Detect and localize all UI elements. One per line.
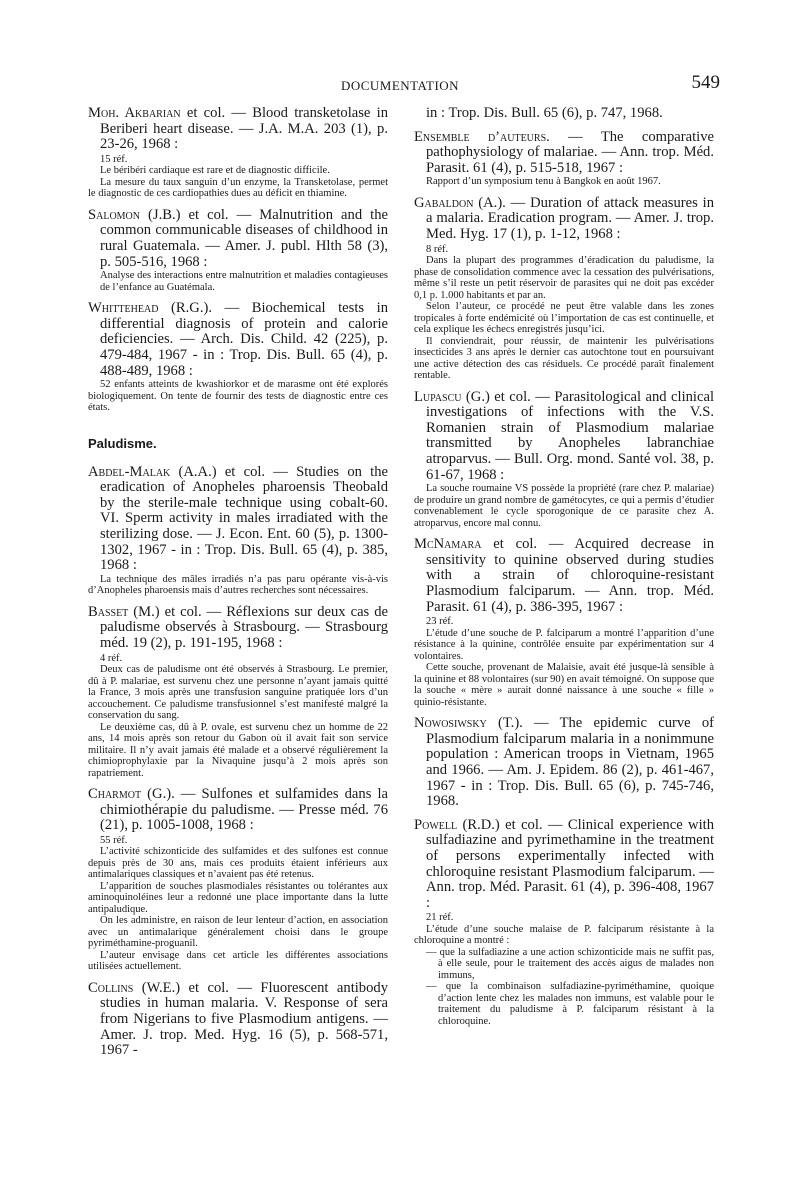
entry-abstract: La souche roumaine VS possède la propriété (rare chez P. malariae) de produire un grand nombre de gamétocytes, ce qui a permis d’étudier convenablement le cycle sporogonique de ce parasite chez A. atroparvus, encore mal connu.	[414, 483, 714, 529]
entry-citation: (A.A.) et col. — Studies on the eradication of Anopheles pharoensis Theobald by the sterile-male technique using cobalt-60. VI. Sperm activity in males irradiated with the sterilizing dose. — J. Econ. Ent. 60 (5), p. 1300-1302, 1967 - in : Trop. Dis. Bull. 65 (4), p. 385, 1968 :	[100, 463, 388, 574]
entry-citation: (R.D.) et col. — Clinical experience with sulfadiazine and pyrimethamine in the treatment of persons experimentally infected with chloroquine resistant Plasmodium falciparum. — Ann. trop. Méd. Parasit. 61 (4), p. 396-408, 1967 :	[426, 816, 714, 911]
entry-abstract: Deux cas de paludisme ont été observés à Strasbourg. Le premier, dû à P. malariae, est survenu chez une personne n’ayant jamais quitté la France, 3 mois après une transfusion sanguine pratiquée lors d’un accouchement. Ce paludisme transfusionnel s’est manifesté malgré la conservation du sang.	[88, 664, 388, 722]
entry-citation: (G.). — Sulfones et sulfamides dans la chimiothérapie du paludisme. — Presse méd. 76 (21), p. 1005-1008, 1968 :	[100, 786, 388, 834]
bibliography-entry	[414, 390, 714, 530]
entry-citation: et col. — Acquired decrease in sensitivity to quinine observed during studies with a strain of chloroquine-resistant Plasmodium falciparum. — Ann. trop. Méd. Parasit. 61 (4), p. 386-395, 1967 :	[426, 536, 714, 615]
entry-abstract: 52 enfants atteints de kwashiorkor et de marasme ont été explorés biologiquement. On tente de fournir des tests de diagnostic entre ces états.	[88, 379, 388, 414]
entry-authors: Ensemble d’auteurs	[414, 128, 547, 145]
entry-citation: (J.B.) et col. — Malnutrition and the common communicable diseases of childhood in rural Guatemala. — Amer. J. publ. Hlth 58 (3), p. 505-516, 1968 :	[100, 206, 388, 270]
entry-abstract-point: — que la sulfadiazine a une action schizonticide mais ne suffit pas, à elle seule, pour le traitement des accès aigus de malades non immuns,	[426, 946, 714, 981]
bibliography-entry	[88, 106, 388, 200]
bibliography-entry	[88, 605, 388, 779]
entry-authors: Gabaldon	[414, 194, 474, 211]
entry-abstract: L’étude d’une souche malaise de P. falciparum résistante à la chloroquine a montré :	[414, 923, 714, 947]
entry-abstract: La mesure du taux sanguin d’un enzyme, la Transketolase, permet le diagnostic de ces cardiopathies dues au déficit en thiamine.	[88, 176, 388, 200]
entry-abstract: La technique des mâles irradiés n’a pas paru opérante vis-à-vis d’Anopheles pharoensis mais d’autres recherches sont nécessaires.	[88, 573, 388, 597]
entry-authors: McNamara	[414, 536, 482, 553]
entry-authors: Nowosiwsky	[414, 715, 487, 732]
page-header	[80, 74, 720, 98]
bibliography-entry	[414, 716, 714, 810]
bibliography-entry	[88, 208, 388, 293]
entry-authors: Basset	[88, 603, 129, 620]
left-column	[88, 106, 388, 1067]
entry-abstract: Selon l’auteur, ce procédé ne peut être valable dans les zones tropicales à forte endémicité où l’importation de cas est continuelle, et cela explique les échecs enregistrés jusqu’ici.	[414, 301, 714, 336]
entry-abstract: Cette souche, provenant de Malaisie, avait été jusque-là sensible à la quinine et 88 volontaires (sur 90) en avait témoigné. On suppose que la souche « mère » aurait donné naissance à une souche « fille » quinio-résistante.	[414, 662, 714, 708]
entry-abstract: L’auteur envisage dans cet article les différentes associations utilisées actuellement.	[88, 949, 388, 973]
entry-authors: Whittehead	[88, 300, 159, 317]
entry-authors: Lupascu	[414, 388, 462, 405]
right-column	[414, 106, 714, 1035]
entry-refs: 23 réf.	[426, 616, 454, 628]
entry-abstract: Dans la plupart des programmes d’éradication du paludisme, la phase de consolidation commence avec la cessation des pulvérisations, même s’il reste un petit réservoir de parasites qui ne doit pas excéder 0,1 p. 1.000 habitants et par an.	[414, 255, 714, 301]
entry-abstract-point: — que la combinaison sulfadiazine-pyriméthamine, quoique d’action lente chez les malades non immuns, est valable pour le traitement du paludisme à P. falciparum résistant à la chloroquine.	[426, 981, 714, 1027]
bibliography-entry	[414, 818, 714, 1028]
bibliography-entry	[88, 981, 388, 1059]
entry-abstract: L’apparition de souches plasmodiales résistantes ou tolérantes aux aminoquinoléines leur a redonné une place importante dans la lutte antipaludique.	[88, 880, 388, 915]
entry-refs: 15 réf.	[100, 153, 128, 165]
bibliography-entry	[88, 301, 388, 413]
entry-authors: Collins	[88, 979, 134, 996]
entry-authors: Salomon	[88, 206, 141, 223]
bibliography-entry	[88, 465, 388, 597]
entry-abstract: L’étude d’une souche de P. falciparum a montré l’apparition d’une résistance à la quinine, contrôlée ensuite par expérimentation sur 4 volontaires.	[414, 627, 714, 662]
entry-authors: Abdel-Malak	[88, 463, 171, 480]
entry-abstract: Analyse des interactions entre malnutrition et maladies contagieuses de l’enfance au Guatémala.	[100, 270, 388, 293]
page-number: 549	[691, 72, 720, 93]
entry-abstract: Le béribéri cardiaque est rare et de diagnostic difficile.	[100, 165, 330, 177]
entry-citation: (W.E.) et col. — Fluorescent antibody studies in human malaria. V. Response of sera from Nigerians to five Plasmodium antigens. — Amer. J. trop. Med. Hyg. 16 (5), p. 568-571, 1967 -	[100, 979, 388, 1059]
entry-abstract: Rapport d’un symposium tenu à Bangkok en août 1967.	[426, 176, 661, 188]
entry-citation: (R.G.). — Biochemical tests in differential diagnosis of protein and calorie deficiencies. — Arch. Dis. Child. 42 (225), p. 479-484, 1967 - in : Trop. Dis. Bull. 65 (4), p. 488-489, 1968 :	[100, 300, 388, 379]
entry-citation: (M.) et col. — Réflexions sur deux cas de paludisme observés à Strasbourg. — Strasbourg méd. 19 (2), p. 191-195, 1968 :	[100, 603, 388, 651]
entry-refs: 8 réf.	[426, 243, 449, 255]
entry-citation: (A.). — Duration of attack measures in a malaria. Eradication program. — Amer. J. trop. Med. Hyg. 17 (1), p. 1-12, 1968 :	[426, 194, 714, 243]
entry-refs: 4 réf.	[100, 652, 123, 664]
entry-refs: 55 réf.	[100, 834, 128, 846]
entry-abstract: Il conviendrait, pour réussir, de maintenir les pulvérisations insecticides 3 ans après le dernier cas autochtone tout en poursuivant une active détection des cas résiduels. Ce procédé paraît finalement rentable.	[414, 335, 714, 382]
entry-citation: (G.) et col. — Parasitological and clinical investigations of infections with the V.S. Romanien strain of Plasmodium malariae transmitted by Anopheles labranchiae atroparvus. — Bull. Org. mond. Santé vol. 38, p. 61-67, 1968 :	[426, 388, 714, 483]
bibliography-entry	[414, 196, 714, 382]
entry-abstract: L’activité schizonticide des sulfamides et des sulfones est connue depuis près de 30 ans, mais ces produits étaient inférieurs aux antimalariques classiques et n’avaient pas été retenus.	[88, 846, 388, 881]
bibliography-entry	[414, 537, 714, 708]
entry-authors: Powell	[414, 816, 458, 833]
entry-citation: . — The comparative pathophysiology of malariae. — Ann. trop. Méd. Parasit. 61 (4), p. 515-518, 1967 :	[426, 128, 714, 176]
bibliography-entry	[414, 130, 714, 188]
entry-citation: et col. — Blood transketolase in Beriberi heart disease. — J.A. M.A. 203 (1), p. 23-26, 1968 :	[100, 105, 388, 153]
section-heading: Paludisme.	[88, 435, 157, 451]
entry-authors: Charmot	[88, 786, 142, 803]
entry-abstract: On les administre, en raison de leur lenteur d’action, en association avec un antimalarique généralement choisi dans le groupe pyriméthamine-proguanil.	[88, 915, 388, 950]
entry-citation: (T.). — The epidemic curve of Plasmodium falciparum malaria in a nonimmune population : American troops in Vietnam, 1965 and 1966. — Am. J. Epidem. 86 (2), p. 461-467, 1967 - in : Trop. Dis. Bull. 65 (6), p. 745-746, 1968.	[426, 715, 714, 810]
bibliography-entry-continued	[414, 106, 714, 122]
entry-refs: 21 réf.	[426, 912, 454, 924]
entry-authors: Moh. Akbarian	[88, 105, 181, 121]
entry-abstract: Le deuxième cas, dû à P. ovale, est survenu chez un homme de 22 ans, 14 mois après son retour du Gabon où il avait fait son service militaire. Il n’y avait jamais été malade et a observé régulièrement la chimioprophylaxie par la Nivaquine jusqu’à 2 mois après son rapatriement.	[88, 721, 388, 779]
running-title: DOCUMENTATION	[340, 78, 460, 93]
entry-citation: in : Trop. Dis. Bull. 65 (6), p. 747, 1968.	[426, 105, 663, 121]
bibliography-entry	[88, 787, 388, 973]
